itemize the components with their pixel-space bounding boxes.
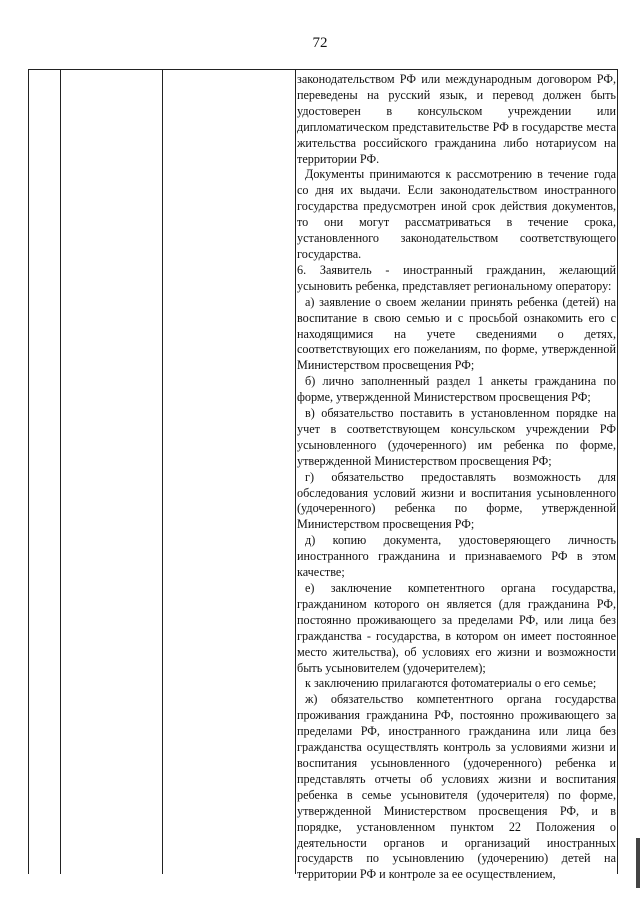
text-paragraph: а) заявление о своем желании принять ребенка (детей) на воспитание в свою семью и с просьбой ознакомить его с находящимися на учете сведениями о детях, соответствующих его пожеланиям, по форме, утвержденной Министерством просвещения РФ; xyxy=(297,294,616,373)
text-paragraph: д) копию документа, удостоверяющего личность иностранного гражданина и признаваемого РФ в этом качестве; xyxy=(297,533,616,580)
text-paragraph: ж) обязательство компетентного органа государства проживания гражданина РФ, постоянно проживающего за пределами РФ, иностранного гражданина или лица без гражданства осуществлять контроль за условиями жизни и воспитания усыновленного (удочеренного) ребенка и представлять отчеты об условиях жизни и воспитания ребенка в семье усыновителя (удочерителя) по форме, утвержденной Министерством просвещения РФ, и в порядке, установленном пунктом 22 Положения о деятельности органов и организаций иностранных государств по усыновлению (удочерению) детей на территории РФ и контроле за ее осуществлением, xyxy=(297,692,616,882)
text-paragraph: Документы принимаются к рассмотрению в течение года со дня их выдачи. Если законодательством иностранного государства предусмотрен иной срок действия документов, то они могут рассматриваться в течение срока, установленного законодательством соответствующего государства. xyxy=(297,167,616,261)
column-divider-2 xyxy=(162,70,163,874)
text-paragraph: е) заключение компетентного органа государства, гражданином которого он является (для гражданина РФ, постоянно проживающего за пределами РФ, или лица без гражданства - государства, в котором он имеет постоянное место жительства), об условиях его жизни и возможности быть усыновителем (удочерителем); xyxy=(297,581,616,675)
requirements-text-cell xyxy=(297,72,617,883)
text-paragraph: к заключению прилагаются фотоматериалы о его семье; xyxy=(305,676,597,691)
text-paragraph: законодательством РФ или международным договором РФ, переведены на русский язык, и перевод должен быть удостоверен в консульском учреждении или дипломатическом представительстве РФ в государстве места жительства российского гражданина либо нотариусом на территории РФ. xyxy=(297,72,616,166)
page-edge-marker xyxy=(636,838,640,888)
page-number: 72 xyxy=(312,35,328,51)
document-table xyxy=(28,69,618,882)
text-paragraph: 6. Заявитель - иностранный гражданин, желающий усыновить ребенка, представляет региональному оператору: xyxy=(297,262,616,293)
text-paragraph: б) лично заполненный раздел 1 анкеты гражданина по форме, утвержденной Министерством просвещения РФ; xyxy=(297,374,616,405)
column-divider-3 xyxy=(295,70,296,874)
text-paragraph: в) обязательство поставить в установленном порядке на учет в соответствующем консульском учреждении РФ усыновленного (удочеренного) им ребенка по форме, утвержденной Министерством просвещения РФ; xyxy=(297,406,616,468)
text-paragraph: г) обязательство предоставлять возможность для обследования условий жизни и воспитания усыновленного (удочеренного) ребенка по форме, утвержденной Министерством просвещения РФ; xyxy=(297,469,616,532)
column-divider-1 xyxy=(60,70,61,874)
